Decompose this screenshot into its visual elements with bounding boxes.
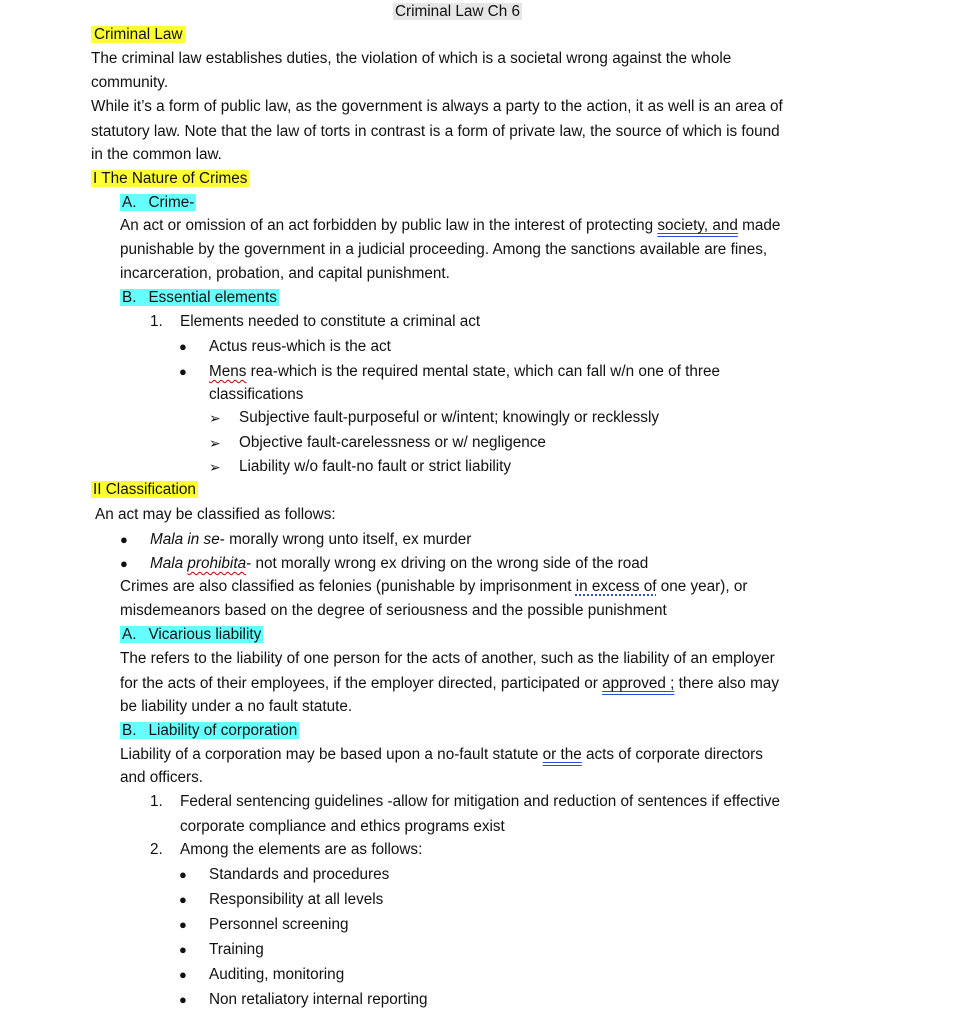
paragraph-line: incarceration, probation, and capital punishment. bbox=[120, 265, 450, 282]
grammar-flag: in excess of bbox=[575, 578, 657, 595]
text-run: for the acts of their employees, if the employer directed, participated or bbox=[120, 675, 603, 692]
subheading-highlight bbox=[120, 289, 279, 306]
list-marker: A. bbox=[122, 626, 137, 643]
bullet-icon: ● bbox=[179, 942, 187, 957]
bullet-icon: ● bbox=[120, 532, 128, 547]
text-run: one year), or bbox=[656, 578, 748, 595]
text-run: Crimes are also classified as felonies (punishable by imprisonment bbox=[120, 578, 576, 595]
paragraph-line: classifications bbox=[209, 386, 304, 403]
bullet-icon: ● bbox=[179, 967, 187, 982]
list-marker: 1. bbox=[150, 793, 163, 810]
grammar-flag: approved ; bbox=[602, 675, 675, 692]
bullet-icon: ● bbox=[179, 339, 187, 354]
subheading-vicarious-liability bbox=[120, 625, 263, 645]
bullet-icon: ● bbox=[179, 892, 187, 907]
arrow-bullet-icon: ➢ bbox=[209, 435, 221, 451]
element-item: Responsibility at all levels bbox=[209, 891, 384, 908]
element-item: Training bbox=[209, 941, 264, 958]
subheading-text: Essential elements bbox=[148, 289, 277, 306]
paragraph-line: and officers. bbox=[120, 769, 204, 786]
subheading-highlight bbox=[120, 194, 196, 211]
arrow-bullet-icon: ➢ bbox=[209, 410, 221, 426]
grammar-flag: society, and bbox=[657, 217, 738, 234]
term-italic: Mala bbox=[150, 555, 188, 572]
text-run: - not morally wrong ex driving on the wrong side of the road bbox=[246, 555, 649, 572]
element-item: Personnel screening bbox=[209, 916, 349, 933]
paragraph-line: The refers to the liability of one person for the acts of another, such as the liability of an employer bbox=[120, 650, 775, 667]
arrow-bullet-icon: ➢ bbox=[209, 459, 221, 475]
list-marker: 1. bbox=[150, 313, 163, 330]
subheading-highlight bbox=[120, 626, 263, 643]
paragraph-line bbox=[120, 577, 747, 597]
arrow-item: Liability w/o fault-no fault or strict liability bbox=[239, 458, 512, 475]
list-item: Elements needed to constitute a criminal act bbox=[180, 313, 481, 330]
paragraph-line bbox=[120, 674, 779, 694]
crime-definition-line bbox=[120, 216, 780, 236]
paragraph-line: be liability under a no fault statute. bbox=[120, 698, 353, 715]
paragraph-line: statutory law. Note that the law of torts in contrast is a form of private law, the source of which is found bbox=[91, 123, 780, 140]
bullet-icon: ● bbox=[120, 556, 128, 571]
subheading-highlight bbox=[120, 722, 299, 739]
element-item: Auditing, monitoring bbox=[209, 966, 345, 983]
text-run: rea-which is the required mental state, which can fall w/n one of three bbox=[246, 363, 721, 380]
subheading-text: Vicarious liability bbox=[148, 626, 262, 643]
heading-nature-of-crimes bbox=[91, 169, 249, 189]
paragraph-line bbox=[120, 745, 763, 765]
text-run: made bbox=[737, 217, 781, 234]
list-marker: 2. bbox=[150, 841, 163, 858]
bullet-icon: ● bbox=[179, 917, 187, 932]
bullet-icon: ● bbox=[179, 867, 187, 882]
term-italic: Mala in se bbox=[150, 531, 220, 548]
text-run: An act or omission of an act forbidden by public law in the interest of protecting bbox=[120, 217, 658, 234]
text-run: there also may bbox=[674, 675, 779, 692]
list-item-continued: corporate compliance and ethics programs exist bbox=[180, 818, 505, 835]
subheading-liability-of-corporation bbox=[120, 721, 299, 741]
paragraph-line: punishable by the government in a judicial proceeding. Among the sanctions available are fines, bbox=[120, 241, 768, 258]
subheading-essential-elements bbox=[120, 288, 279, 308]
bullet-item: Actus reus-which is the act bbox=[209, 338, 391, 355]
list-item: Federal sentencing guidelines -allow for mitigation and reduction of sentences if effective bbox=[180, 793, 781, 810]
element-item: Standards and procedures bbox=[209, 866, 390, 883]
title-text: Criminal Law Ch 6 bbox=[395, 3, 520, 20]
text-run: acts of corporate directors bbox=[581, 746, 763, 763]
bullet-item bbox=[150, 530, 471, 550]
paragraph-line: An act may be classified as follows: bbox=[95, 506, 336, 523]
list-marker: A. bbox=[122, 194, 137, 211]
list-marker: B. bbox=[122, 722, 137, 739]
paragraph-line: While it’s a form of public law, as the government is always a party to the action, it as well is an area of bbox=[91, 98, 783, 115]
subheading-crime bbox=[120, 193, 196, 213]
subheading-text: Crime- bbox=[148, 194, 195, 211]
bullet-item bbox=[150, 554, 648, 574]
element-item: Non retaliatory internal reporting bbox=[209, 991, 428, 1008]
list-item: Among the elements are as follows: bbox=[180, 841, 423, 858]
bullet-icon: ● bbox=[179, 992, 187, 1007]
heading-criminal-law bbox=[91, 25, 185, 45]
heading-text: Criminal Law bbox=[91, 26, 185, 43]
paragraph-line: misdemeanors based on the degree of seriousness and the possible punishment bbox=[120, 602, 667, 619]
heading-text: I The Nature of Crimes bbox=[93, 170, 248, 187]
text-run: Liability of a corporation may be based upon a no-fault statute bbox=[120, 746, 543, 763]
heading-text: II Classification bbox=[93, 481, 196, 498]
bullet-item bbox=[209, 362, 720, 382]
subheading-text: Liability of corporation bbox=[148, 722, 298, 739]
document-title bbox=[393, 2, 522, 22]
arrow-item: Objective fault-carelessness or w/ negligence bbox=[239, 434, 546, 451]
text-run: - morally wrong unto itself, ex murder bbox=[219, 531, 472, 548]
paragraph-line: in the common law. bbox=[91, 146, 222, 163]
grammar-flag: or the bbox=[542, 746, 582, 763]
spelling-flag: prohibita bbox=[187, 555, 247, 572]
heading-classification bbox=[91, 480, 198, 500]
paragraph-line: The criminal law establishes duties, the violation of which is a societal wrong against the whole bbox=[91, 50, 732, 67]
arrow-item: Subjective fault-purposeful or w/intent; knowingly or recklessly bbox=[239, 409, 660, 426]
spelling-flag: Mens bbox=[209, 363, 247, 380]
list-marker: B. bbox=[122, 289, 137, 306]
bullet-icon: ● bbox=[179, 364, 187, 379]
paragraph-line: community. bbox=[91, 74, 169, 91]
